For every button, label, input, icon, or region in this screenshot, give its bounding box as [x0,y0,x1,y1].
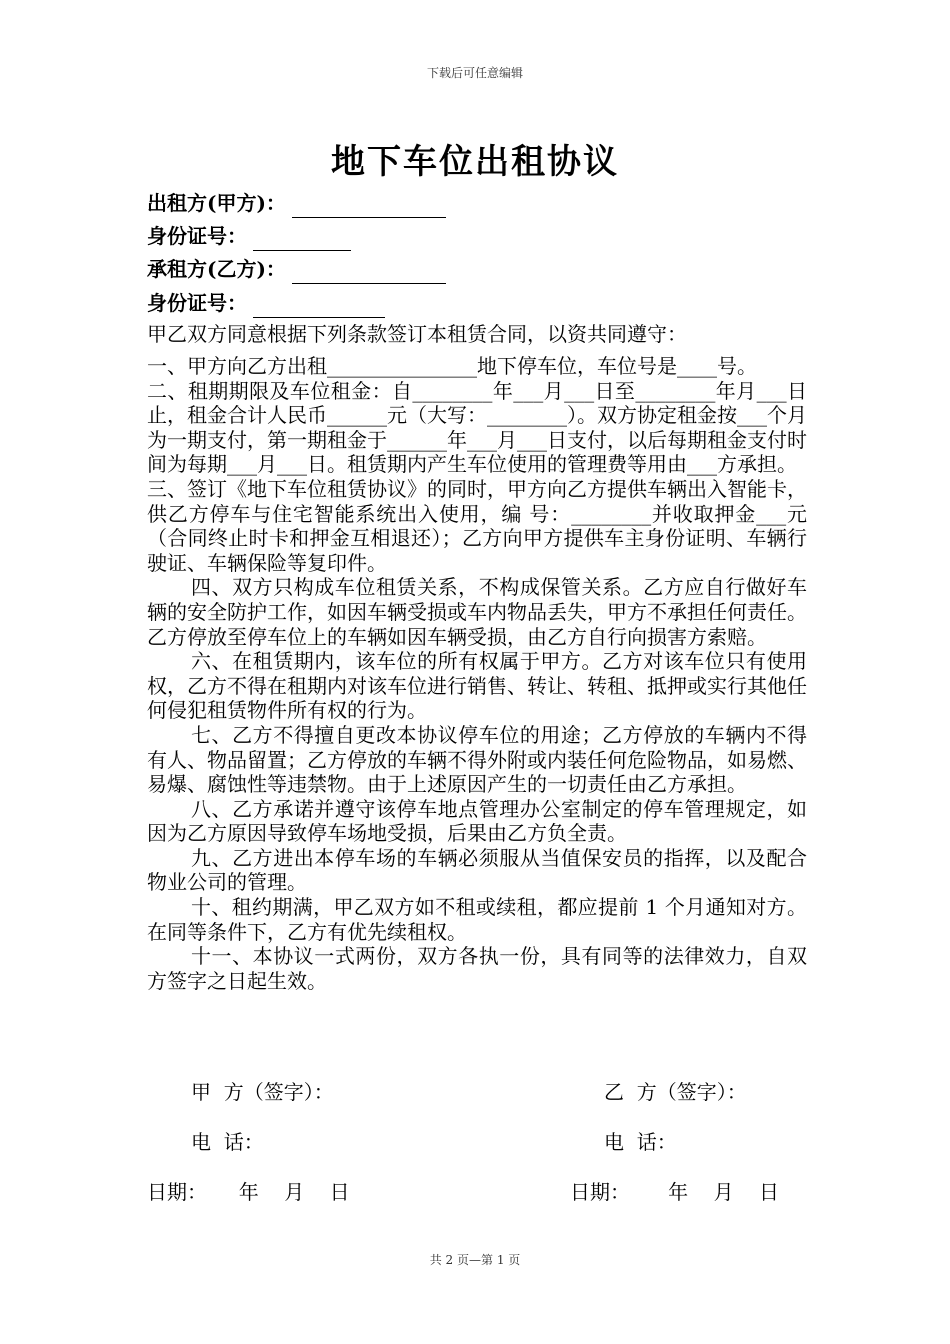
clause-9: 九、乙方进出本停车场的车辆必须服从当值保安员的指挥，以及配合物业公司的管理。 [147,845,807,895]
party-b-signature: 乙 方（签字）： [604,1080,747,1104]
clause-8: 八、乙方承诺并遵守该停车地点管理办公室制定的停车管理规定，如因为乙方原因导致停车场地受损，后果由乙方负全责。 [147,796,807,846]
lessee-id-label: 身份证号： [147,291,247,315]
lessee-label: 承租方(乙方)： [147,257,286,281]
clause-7: 七、乙方不得擅自更改本协议停车位的用途；乙方停放的车辆内不得有人、物品留置；乙方停放的车辆不得外附或内装任何危险物品，如易燃、易爆、腐蚀性等违禁物。由于上述原因产生的一切责任由乙方承担。 [147,722,807,797]
header-note: 下载后可任意编辑 [426,66,523,80]
party-a-signature: 甲 方（签字）： [191,1080,334,1104]
clause-11: 十一、本协议一式两份，双方各执一份，具有同等的法律效力，自双方签字之日起生效。 [147,944,807,993]
party-a-date: 日期： 年 月 日 [147,1180,350,1204]
lessee-field [147,254,446,284]
clause-3: 三、签订《地下车位租赁协议》的同时，甲方向乙方提供车辆出入智能卡，供乙方停车与住宅智能系统出入使用，编 号：________并收取押金___元（合同终止时卡和押金互相退还）；乙方向甲方提供车主身份证明、车辆行驶证、车辆保险等复印件。 [147,476,807,575]
party-b-phone: 电 话： [604,1130,677,1154]
lessee-blank[interactable] [292,261,446,284]
lessor-field [147,188,446,218]
clause-4: 四、双方只构成车位租赁关系，不构成保管关系。乙方应自行做好车辆的安全防护工作，如因车辆受损或车内物品丢失，甲方不承担任何责任。乙方停放至停车位上的车辆如因车辆受损，由乙方自行向损害方索赔。 [147,575,807,649]
clause-6: 六、在租赁期内，该车位的所有权属于甲方。乙方对该车位只有使用权，乙方不得在租期内对该车位进行销售、转让、转租、抵押或实行其他任何侵犯租赁物件所有权的行为。 [147,649,807,723]
party-b-date: 日期： 年 月 日 [570,1180,780,1204]
clause-2: 二、租期期限及车位租金：自________年___月___日至________年月___日止，租金合计人民币______元（大写：________）。双方协定租金按___个月 为一期支付，第一期租金于______年___月___日支付，以后每期租金支付时间为每期___月___日。租赁期内产生车位使用的管理费等用由___方承担。 [147,378,807,477]
lessor-id-label: 身份证号： [147,224,247,248]
document-title: 地下车位出租协议 [331,142,619,182]
lessor-id-blank[interactable] [253,228,351,251]
lessor-label: 出租方(甲方)： [147,191,286,215]
page-footer: 共 2 页—第 1 页 [429,1253,521,1267]
clause-10: 十、租约期满，甲乙双方如不租或续租，都应提前 1 个月通知对方。在同等条件下，乙方有优先续租权。 [147,895,807,944]
party-a-phone: 电 话： [191,1130,264,1154]
clause-1: 一、甲方向乙方出租_______________地下停车位，车位号是____号。 [147,354,757,378]
lessor-id-field [147,221,351,251]
lessee-id-blank[interactable] [253,295,385,318]
clauses-body [147,354,807,993]
lessor-blank[interactable] [292,195,446,218]
lessee-id-field [147,288,385,318]
intro-text [147,319,807,349]
intro-paragraph: 甲乙双方同意根据下列条款签订本租赁合同，以资共同遵守： [147,322,687,346]
